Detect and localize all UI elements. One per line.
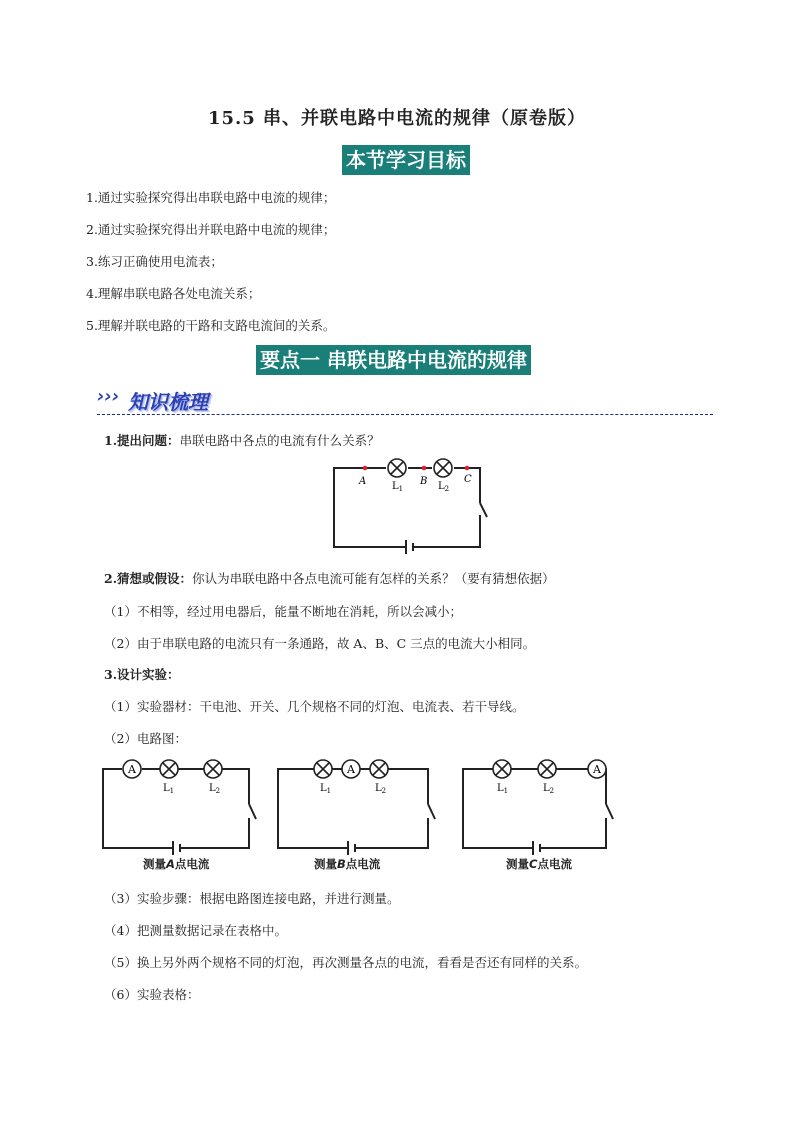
- lamp2-label: L: [375, 783, 382, 794]
- ammeter-icon: [342, 760, 360, 778]
- lamp1-label: L: [392, 481, 399, 492]
- svg-text:L1: [163, 783, 174, 795]
- goals-heading: 本节学习目标: [342, 145, 470, 175]
- svg-text:L1: [497, 783, 508, 795]
- point-b-label: B: [420, 476, 428, 487]
- question-label: 1.提出问题：: [104, 433, 180, 448]
- lamp2-subscript: 2: [215, 787, 221, 795]
- ammeter-icon: [123, 760, 141, 778]
- ammeter-icon: [588, 760, 606, 778]
- caption-pre: 测量: [506, 857, 529, 871]
- chevrons-icon: ›››: [97, 386, 120, 407]
- question-1: [104, 431, 380, 449]
- goal-item: 1.通过实验探究得出串联电路中电流的规律；: [86, 190, 336, 205]
- hypothesis-2: （2）由于串联电路的电流只有一条通路，故 A、B、C 三点的电流大小相同。: [104, 636, 536, 651]
- svg-text:L2: [375, 783, 386, 795]
- point-b-marker: [422, 466, 427, 471]
- lamp-icon: [160, 760, 178, 778]
- point-c-label: C: [464, 474, 472, 485]
- caption-measure-b: [314, 856, 380, 872]
- ammeter-symbol: A: [128, 763, 136, 776]
- goal-item: 4.理解串联电路各处电流关系；: [86, 286, 261, 301]
- lamp-icon: [538, 760, 556, 778]
- caption-pre: 测量: [143, 857, 166, 871]
- goal-item: 5.理解并联电路的干路和支路电流间的关系。: [86, 318, 336, 333]
- ammeter-symbol: A: [347, 763, 355, 776]
- lamp-icon: [314, 760, 332, 778]
- goal-item: 3.练习正确使用电流表；: [86, 254, 223, 269]
- lamp1-label: L: [163, 783, 170, 794]
- caption-post: 点电流: [537, 857, 572, 871]
- lamp1-subscript: 1: [398, 485, 404, 493]
- lamp1-subscript: 1: [326, 787, 332, 795]
- lamp-l1-icon: [388, 459, 406, 477]
- step-2: （2）电路图：: [104, 731, 187, 746]
- question-label: 2.猜想或假设：: [104, 571, 193, 586]
- lamp1-label: L: [320, 783, 327, 794]
- series-circuit-diagram: [320, 455, 500, 555]
- point-a-marker: [363, 466, 368, 471]
- knowledge-banner: 知识梳理: [128, 390, 208, 414]
- hypothesis-1: （1）不相等，经过用电器后，能量不断地在消耗，所以会减小；: [104, 604, 462, 619]
- lamp2-subscript: 2: [444, 485, 450, 493]
- lamp-icon: [204, 760, 222, 778]
- ammeter-symbol: A: [593, 763, 601, 776]
- lamp2-subscript: 2: [549, 787, 555, 795]
- lamp-icon: [493, 760, 511, 778]
- goal-item: 2.通过实验探究得出并联电路中电流的规律；: [86, 222, 336, 237]
- lamp2-label: L: [438, 481, 445, 492]
- question-2: [104, 569, 555, 587]
- step-3: （3）实验步骤：根据电路图连接电路，并进行测量。: [104, 891, 400, 906]
- lamp1-subscript: 1: [169, 787, 175, 795]
- question-text: 串联电路中各点的电流有什么关系？: [179, 433, 380, 448]
- point-a-label: A: [359, 476, 367, 487]
- question-text: 你认为串联电路中各点电流可能有怎样的关系？（要有猜想依据）: [192, 571, 555, 586]
- caption-point: C: [529, 857, 538, 871]
- svg-text:L1: [320, 783, 331, 795]
- point-c-marker: [465, 466, 470, 471]
- caption-measure-c: [506, 856, 572, 872]
- divider: [97, 414, 713, 415]
- caption-post: 点电流: [174, 857, 210, 871]
- section-heading: 要点一 串联电路中电流的规律: [256, 345, 531, 375]
- lamp2-label: L: [543, 783, 550, 794]
- caption-point: A: [166, 857, 175, 871]
- svg-text:L2: [543, 783, 554, 795]
- step-6: （6）实验表格：: [104, 987, 200, 1002]
- step-1: （1）实验器材：干电池、开关、几个规格不同的灯泡、电流表、若干导线。: [104, 699, 525, 714]
- lamp2-label: L: [209, 783, 216, 794]
- lamp-l2-icon: [434, 459, 452, 477]
- lamp1-label: L: [497, 783, 504, 794]
- caption-post: 点电流: [345, 857, 381, 871]
- svg-text:L1: [392, 481, 403, 493]
- lamp2-subscript: 2: [381, 787, 387, 795]
- step-4: （4）把测量数据记录在表格中。: [104, 923, 287, 938]
- page-title: 15.5 串、并联电路中电流的规律（原卷版）: [207, 108, 587, 129]
- question-3: [104, 665, 180, 683]
- caption-point: B: [337, 857, 346, 871]
- question-label: 3.设计实验：: [104, 667, 180, 682]
- lamp1-subscript: 1: [503, 787, 509, 795]
- caption-pre: 测量: [314, 857, 337, 871]
- svg-text:L2: [209, 783, 220, 795]
- lamp-icon: [370, 760, 388, 778]
- step-5: （5）换上另外两个规格不同的灯泡，再次测量各点的电流，看看是否还有同样的关系。: [104, 955, 587, 970]
- svg-text:L2: [438, 481, 449, 493]
- caption-measure-a: [143, 856, 209, 872]
